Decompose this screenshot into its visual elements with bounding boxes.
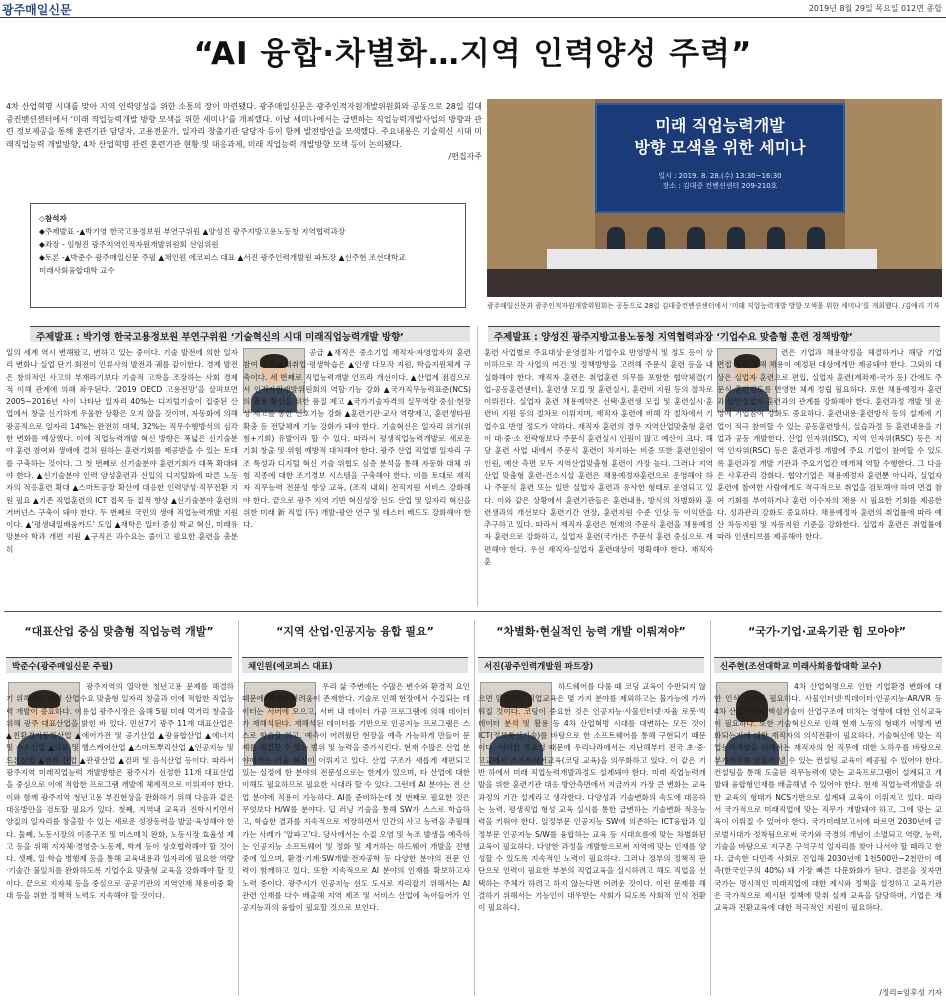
panel-quote-1: “대표산업 중심 맞춤형 직업능력 개발” [24, 625, 214, 638]
panel-quote-4: “국가·기업·교육기관 힘 모아야” [748, 625, 906, 638]
attendees-title: ◇참석자 [39, 214, 67, 223]
seminar-photo [487, 99, 942, 297]
photo-audience [487, 269, 942, 297]
panel-quote-2: “지역 산업·인공지능 융합 필요” [276, 625, 434, 638]
panel-quote-3: “차별화·현실적인 능력 개발 이뤄져야” [496, 625, 686, 638]
column-rule [710, 620, 711, 996]
page-headline: “AI 융합·차별화…지역 인력양성 주력” [193, 36, 753, 72]
panel-name-4: 신주현(조선대학교 미래사회융합대학 교수) [714, 657, 942, 673]
section1-header: 주제발표 : 박기영 한국고용정보원 부연구위원 ‘기술혁신의 시대 미래직업능력개발 방향’ [30, 326, 470, 342]
newspaper-logo: 광주매일신문 [2, 3, 72, 17]
panel-name-2: 채인원(에코피스 대표) [242, 657, 468, 673]
seminar-banner [595, 103, 845, 213]
panel-name-3: 서진(광주인력개발원 파트장) [478, 657, 704, 673]
section1-column-1: 일의 세계 역시 변해왔고, 변하고 있는 중이다. 기술 발전에 의한 일자리 변화나 실업 단기 회전이 인류사의 발전과 궤를 같이한다. 경제 발전은 창의적인 사고의 부재라기보다 기술적 고착을 조장하는 사회 경제적 이해 관계에 의해 좌우된다. ‘2019 OECD 고용전망’을 살펴보면 2005~2016년 사이 나타난 일자리 40%는 디지털기술이 집중된 산업에서 창출 신기하게 우울한 상황은 오지 않을 것이며, 자동화에 의해 광공적으로 일자리 14%는 완전히 대체, 32%는 직무수행방식의 심각한 변화를 예상했다. 이에 직업능력개발 혁신 방향은 폭넓은 신기술분야 훈련 참여와 생애에 걸쳐 원하는 훈련기회를 제공받을 수 있는 토대를 구축하는 것이다. 그 첫 번째로 신기술분야 훈련기회가 대폭 확대돼야 한다. ▲신기술분야 인력 양성훈련과 신입의 디지털화에 따른 노동자의 적응훈련 확대 ▲스마트공장 확산에 대응한 인력양성·직무전환 지원 필요 ▲기존 직업훈련의 ICT 접목 등 질적 향상 ▲신기술분야 훈련의 거버넌스 구축이 돼야 한다. 두 번째로 국민의 생애 직업능력개발 지원이다. ▲‘평생내일배움카드’ 도입 ▲재학은 일터 중심 학교 혁신, 미래유망분야 학과 개편 지원 ▲구직은 과수요는 줄이고 필요한 훈련을 충분히 [6, 348, 238, 554]
photo-caption: 광주매일신문과 광주인적자원개발위원회는 공동으로 28일 김대중컨벤션센터에서 ‘미래 직업능력개발 방향 모색을 위한 세미나’를 개최했다. /김애리 기자 [487, 302, 940, 310]
attendees-presenters: ◆주제발표 -▲박기영 한국고용정보원 부연구위원 ▲양성진 광주지방고용노동청 지역협력과장 [39, 227, 346, 236]
attendees-panel: ◆토론 -▲박준수 광주매일신문 주필 ▲채인원 에코피스 대표 ▲서진 광주인력개발원 파트장 ▲신주현 조선대학교 [39, 253, 406, 262]
banner-title-1: 미래 직업능력개발 [655, 116, 785, 135]
banner-title-2: 방향 모색을 위한 세미나 [634, 138, 806, 157]
panel-body-1: 광주지역의 열악한 청년고용 문제를 해결하기 위해서는 지역 산업수요 맞춤형 일자리 창출과 이에 적합한 직업능력 개발이 중요하다. 이용섭 광주시장은 올해 5월 미래 먹거리 창출을 위해 광주 대표산업을 밝힌 바 있다. 민선7기 광주 11개 대표산업은 ▲친환경자동차산업 ▲에어가전 및 공기산업 ▲광융합산업 ▲에너지 및 수소산업 ▲의료 및 헬스케어산업 ▲스마트뿌리산업 ▲인공지능 및 드론산업 ▲뷰티 산업 ▲관광산업 ▲검퍼 및 음식산업 등이다. 따라서 광주지역 미래직업능력 개발방향은 광주시가 선정한 11개 대표산업을 중심으로 이에 적합한 프로그램 개발에 체계적으로 이뤄져야 한다. 이와 함께 광주지역 청년고용 부진현상을 완화하기 위해 다음과 같은 대응방안을 검토할 필요가 있다. 첫째, 지역내 교육과 진학시키면서 양질의 일자리를 창출할 수 있는 새로운 성장동력을 발굴·육성해야 한다. 둘째, 노동시장의 이중구조 및 미스매치 완화, 노동시장 효율성 제고 등을 위해 지자체·경영층·노동계, 학계 등이 상호협력해야 할 것이다. 셋째, 일·학습 병행제 등을 통해 교육내용과 일자리에 필요한 역량·기술간 불일치를 완화하도록 기업수요 맞춤형 교육을 강화해야 할 것이다. 끝으로 지자체 등을 중심으로 공공기관의 지역인재 채용비중 확대 등을 위한 정책적 노력도 지속해야 할 것이다. [6, 682, 234, 901]
lead-text: 4차 산업혁명 시대를 맞아 지역 인력양성을 위한 소통의 장이 마련됐다. 광주매일신문은 광주인적자원개발위원회와 공동으로 28일 김대중컨벤션센터에서 ‘미래 직업능력개발 방향 모색을 위한 세미나’를 개최했다. 이날 세미나에서는 급변하는 직업능력개발사업의 방향과 관련 정보제공을 통해 훈련기관 담당자, 고용전문가, 일자리 창출기관 담당자 등이 함께 발전방안을 모색했다. 주요내용은 기술혁신 시대 미래직업능력 개발방향, 4차 산업혁명 관련 훈련기관 현황 및 대응과제, 미래 직업능력 개발방향 모색 등이 논의됐다. [6, 102, 482, 149]
masthead [0, 0, 946, 18]
banner-when: 일시 : 2019. 8. 28.(수) 13:30~16:30 [658, 172, 782, 180]
lead-byline: /편집자주 [448, 152, 482, 161]
column-rule [474, 620, 475, 996]
panel-body-2: 우리 삶 주변에는 수많은 변수와 환경적 요인 때문에 예측의 어려움이 존재한다. 기술로 인해 현장에서 수집되는 데이터는 서버에 모으고, 서버 내 데이터 가공 프로그램에 의해 데이터가 재해석된다. 재해석된 데이터를 기반으로 인공지능 프로그램은 스스로 학습을 하고, 예측이 어려웠던 현장을 예측 가능하게 만들어 문제를 해결할 수 있는 범위 및 능력을 증가시킨다. 현재 수많은 산업 분야에서는 기술 혁신이 이뤄지고 있다. 산업 구조가 새롭게 재편되고 있는 실정에 한 분야의 전문성으로는 한계가 있으며, 타 산업에 대한 이해도 필요하므로 필요한 시대라 할 수 있다. 그런데 AI 분야는 전 산업 분야에 적용이 가능하다. AI를 준비하는데 첫 번째로 필요한 것은 무엇보다 H/W를 분야다. 딥 러닝 기술을 통해 SW가 스스로 학습하고, 학습한 결과를 지속적으로 저장하면서 인간의 사고 능력을 추월해가는 사례가 ‘알파고’다. 당사에서는 수질 오염 및 녹조 발생을 예측하는 인공지능 소프트웨어 및 정화 및 제거하는 하드웨어 개발을 진행 중에 있으며, 환경·기계·SW개발·전자공학 등 다양한 분야의 전문 인력이 함께하고 있다. 또한 지속적으로 AI 분야의 인재를 확보하고자 노력 중이다. 광주시가 인공지능 선도 도시로 자리잡기 위해서는 AI 관련 인재를 다수 배출해 지역 제조 및 서비스 산업에 녹아들어가 인공지능과의 융합이 필요할 것으로 보인다. [242, 682, 470, 913]
photo-table [547, 249, 877, 269]
column-rule [477, 326, 478, 606]
attendees-panel-cont: 미래사회융합대학 교수 [39, 266, 115, 275]
lead-paragraph [6, 101, 482, 164]
section1-column-2: 공급 ▲재직은 중소기업 재직자·자영업자의 훈련참여 촉진 ▲재취업·평생학습은 ▲인생 다모작 지원, 학습지원체계 구축이다. 세 번째로 직업능력개발 인프라 개선이다. ▲산업계 점검으로서 인적자원개발위원회의 역할·기능 강화 ▲국가직무능력표준(NCS)의 활용 확산을 위한 품질 제고 ▲국가기술자격의 실무역량 중심·현장성 제고를 통한 신호기능 강화 ▲훈련기관·교사 역량제고, 훈련생타원 확충 등 전달체계 기능 강화가 돼야 한다. 기술혁신은 일자리 위기(위험+기회) 유발이라 할 수 있다. 따라서 평생직업능력개발로 새로운 기회 창출 및 위험 예방적 대처해야 한다. 광주 산업 직업별 일자리 구조 특성과 디지털 혁신 기술 위협도 심층 분석을 통해 자동화 대체 위험 직종에 대한 조기경보 시스템을 구축해야 한다. 이를 토대로 재직자 직무능력 전문성 향상 교육, (조직 내외) 전직지원 서비스 강화해야 한다. 끝으로 광주 지역 기반 혁신성장 선도 산업 및 일자리 혁신을 위한 미래 新 직업 (두) 개발-광안 연구 및 테스터 베드도 강화해야 한다. [243, 348, 471, 530]
issue-date: 2019년 8월 29일 목요일 012면 종합 [808, 4, 942, 13]
section-divider [4, 611, 942, 612]
panel-body-3: 하드웨어를 다룰 때 코딩 교육이 수반되지 않으면 앞으로의 직업교육은 몇 가지 분야를 제외하고는 불가능에 가까워질 것이다. 코딩이 중요한 것은 인공지능·사물인터넷·자율 로봇·빅 데이터 분석 및 활용 등 4차 산업혁명 시대를 대변하는 모든 것이 ICT(정보통신기술)를 바탕으로 한 소프트웨어를 통해 구현되기 때문이다. 이러한 중요성 때문에 우리나라에서는 지난해부터 전국 초·중·고교에서 소프트웨어교육(코딩 교육)을 의무화하고 있다. 이 같은 기반 하에서 미래 직업능력개발과정도 설계돼야 한다. 미래 직업능력개발을 위한 훈련기관 대응 방안측면에서 지금까지 가장 큰 변화는 교육과정의 기간 설계라고 생각한다. 다양성과 기술변화의 속도에 대응하는 능력, 평생직업 형성 교육 실시를 통한 급변하는 기술변화 적응능력을 키워야 한다. 일정부문 인공지능 SW에 의존하는 ICT융합과 일정부문 인공지능 S/W를 융합하는 교육 등 시대흐름에 맞는 차별화된 교육이 필요하다. 다양한 과정을 개발함으로써 지역에 맞는 인재를 양성할 수 있도록 지속적인 노력이 필요하다. 그러나 정부의 정책적 판단으로 인력이 필요한 부분의 직업교육을 실시하려고 해도 직업을 선택하는 주체가 하려고 하지 않는다면 어려운 것이다. 이런 문제를 해결하기 위해서는 기능인이 대우받는 사회가 되도록 사회적 인식 전환이 필요하다. [478, 682, 706, 913]
attendees-moderator: ◆좌장 - 임형진 광주지역인적자원개발위원회 선임위원 [39, 240, 219, 249]
section2-header: 주제발표 : 양성진 광주지방고용노동청 지역협력과장 ‘기업수요 맞춤형 훈련 정책방향’ [488, 326, 940, 342]
panel-body-4: 4차 산업혁명으로 인한 기업환경 변화에 대한 인식 교육이 필요하다. 사물인터넷·빅데이터·인공지능·AR/VR 등 4차 산업혁명의 핵심기술이 산업구조에 미치는 영향에 대한 인식교육이 필요하다. 또한 기술혁신으로 인해 현재 노동의 형태가 어떻게 변화되는지에 대한 재직자의 의식전환이 필요하다. 기술혁신에 맞는 직업능력개발을 위해서는 재직자의 현 직무에 대한 노하우를 바탕으로 부가가치를 만들어 낼 수 있는 컨설팅 교육이 제공될 수 있어야 한다. 컨설팅을 통해 도출된 직무능력에 맞는 교육프로그램이 설계되고 개발돼 융합형인재를 배출해낼 수 있어야 한다. 현재 직업능력개발을 위한 교육의 형태가 NCS기반으로 설계돼 교육이 이뤄지고 있다. 따라서 국가적으로 미래직업에 맞는 직무가 개발돼야 하고, 그에 맞는 교육이 이뤄질 수 있어야 한다. 국가미래보고서에 따르면 2030년에 글로벌시대가 정착됨으로써 국가와 국경의 개념이 소멸되고 역량, 능력, 기술을 바탕으로 지구촌 구석구석 일자리를 찾아 나서야 할 때라고 한다. 급속한 다민족 사회로 진입해 2030년에 1천500만~2천만이 예측(한국인구의 40%) 돼 가장 빠른 다문화화가 된다. 결론을 짓자면 국가는 명시적인 미래직업에 대한 제시와 정책을 설정하고 교육기관은 국가적으로 제시된 정책에 맞춰 실제 교육을 담당하며, 기업은 재교육과 전환교육에 대한 적극적인 지원이 필요하다. [714, 682, 942, 913]
attendees-box [30, 203, 466, 308]
banner-where: 장소 : 김대중 컨벤션센터 209-210호 [662, 182, 778, 190]
section2-column-1: 훈련 사업별로 주요대상·운영절차·기업수요 반영방식 및 정도 등이 상이하므로 각 사업의 여건 및 정책방향을 고려해 주문식 훈련 등을 내실화해야 한다. 재직자 훈련은 취업훈련 의무를 포함한 협약체결(기업-공동훈련센터), 훈련생 모집 및 훈련실시, 훈련비 지원 등의 절차로 이뤄진다. 실업자 훈련 채용예약은 선택·훈련생 모집 및 훈련실시·훈련비 지원 등의 절차로 이뤄지며, 재직자 훈련에 비해 각 절차에서 기업수요 반영 정도가 약하다. 재직자 훈련의 경우 지역산업맞춤형 훈련이 대·중·소 전략형보다 주문식 훈련실시 인원이 많고 예산이 크다. 해당 훈련 사업 내에서 주문식 훈련이 차지하는 비중 또한 훈련인원이 인원, 예산 측면 모두 지역산업맞춤형 훈련이 가장 높다. 그러나 지역산업 맞춤형 훈련-건소시설 훈련은 채용예정자훈련으로 운영해야 하나 주문식 훈련 또는 일반 실업자 훈련과 유사한 형태로 운영되고 있다. 이와 같은 상황에서 훈련기관들은 훈련내용, 방식의 차별화와 훈련생과의 개선보다 훈련기간 연장, 훈련지원 수준 인상 등 이익만을 추구하고 있다. 따라서 재직자 훈련은 현재의 주문식 훈련을 채용예정자 훈련으로 강화하고, 실업자 훈련(국가)은 주문식 훈련 중심으로 재편해야 한다. 우선 재직자·실업자 훈련대상이 명확해야 한다. 재직자 훈 [484, 348, 713, 567]
panel-byline: /정리=임후성 기자 [879, 988, 942, 997]
section2-column-2: 련은 기업과 채용약정을 체결하거나 해당 기업 면접 등과 통해 채용이 예정된 대상에게만 제공돼야 한다. 그외의 대상은 실업자 훈련으로 편입, 실업자 훈련(계좌제-국가 등) 간에도 주문식 훈련정도를 반영한 체계 정립 필요하다. 또한 채용예정자 훈련과 일반실업자 훈련과의 관계를 강화해야 한다. 훈련과정 개발 및 운영에 기업참여 강화도 중요하다. 훈련내용·훈련방식 등의 설계에 기업이 적극 참여할 수 있는 공동훈련방식, 실습과정 등 훈련내용을 기업과 공동 개발한다. 산업 인자위(ISC), 지역 인자위(RSC) 등은 지역 인자위(RSC) 등은 훈련과정 개발에 주요 기업이 참여할 수 있도록 훈련과정 개발 기관과 주요기업간 매개체 역할 수행한다. 그 다음은 사후관리 강화다. 협약기업은 채용예정자 훈련뿐 아니라, 실업자 훈련에 참여한 사람에게도 적극적으로 취업을 검토해야 하며 면접 참여 기회를 부여하거나 훈련 이수자의 채용 시 필요한 기회를 제공한다. 성과관리 강화도 중요하다. 채용예정자 훈련의 취업률에 따라 예산 차등지원 및 자동지원 기준을 강화한다. 실업자 훈련은 취업률에 따라 인센티브를 제공해야 한다. [717, 348, 942, 542]
panel-name-1: 박준수(광주매일신문 주필) [6, 657, 232, 673]
column-rule [238, 620, 239, 996]
